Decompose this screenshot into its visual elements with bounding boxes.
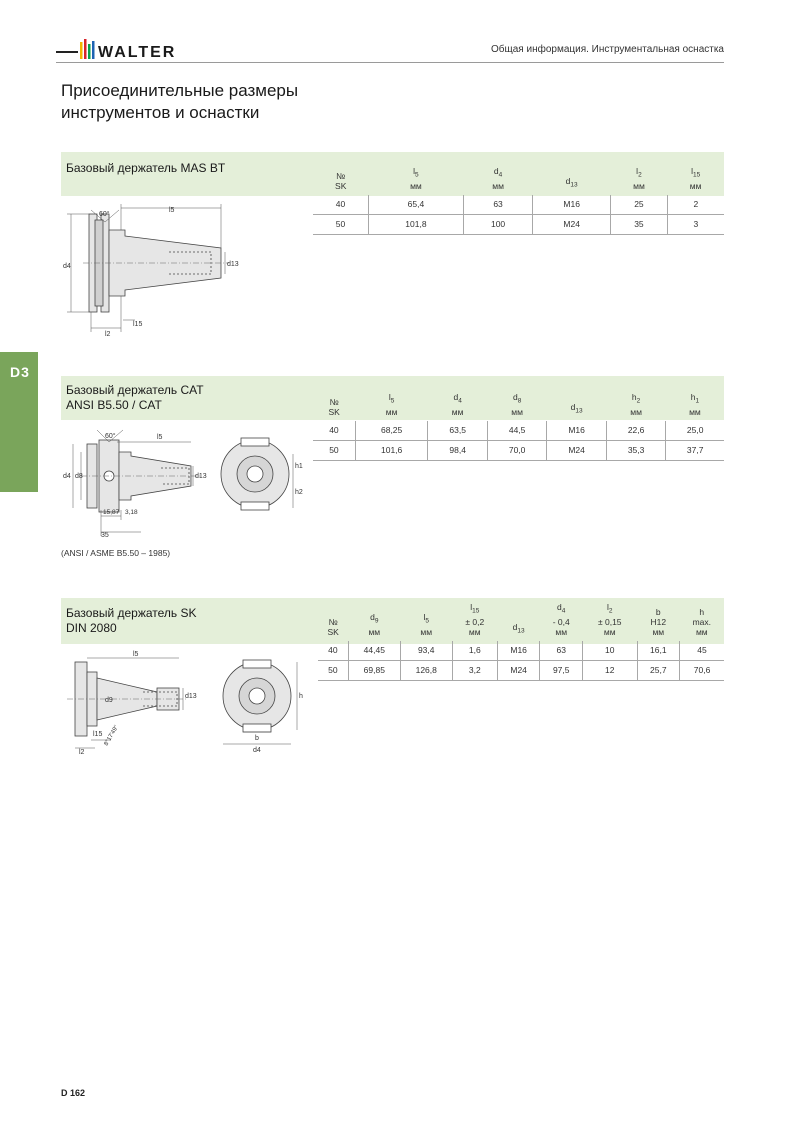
- table-row: [318, 641, 724, 661]
- col-header: $d_{13}$: [512, 622, 525, 635]
- cat-title-line2: ANSI B5.50 / CAT: [66, 398, 162, 412]
- table-cell: 12: [583, 660, 638, 680]
- table-cell: 70,6: [680, 660, 724, 680]
- sk-title: [66, 606, 197, 636]
- table-cell: 10: [583, 641, 638, 661]
- table-cell: 37,7: [666, 440, 724, 460]
- table-cell: 2: [667, 195, 724, 215]
- svg-text:l15: l15: [93, 731, 103, 738]
- svg-text:d4: d4: [63, 473, 71, 480]
- header-divider: [56, 62, 724, 63]
- svg-text:h: h: [299, 693, 303, 700]
- table-cell: 40: [313, 195, 368, 215]
- col-header: $d_9$ мм: [368, 612, 381, 637]
- sk-drawing: [61, 648, 321, 756]
- walter-logo: [56, 36, 206, 64]
- sk-title-line2: DIN 2080: [66, 621, 117, 635]
- table-cell: 98,4: [428, 440, 487, 460]
- svg-text:d8: d8: [75, 473, 83, 480]
- svg-text:h2: h2: [295, 489, 303, 496]
- chapter-tab: [0, 352, 38, 492]
- cat-table: [313, 392, 724, 461]
- col-header: $l_{15}$ мм: [689, 166, 702, 191]
- svg-text:35: 35: [101, 532, 109, 539]
- table-cell: M24: [547, 440, 606, 460]
- table-cell: 40: [318, 641, 348, 661]
- svg-text:d13: d13: [195, 473, 207, 480]
- table-cell: 97,5: [540, 660, 583, 680]
- col-header: № SK: [328, 396, 340, 417]
- table-cell: M24: [533, 214, 611, 234]
- table-header-row: [313, 392, 724, 421]
- table-cell: 100: [463, 214, 532, 234]
- svg-text:h1: h1: [295, 463, 303, 470]
- col-header: $l_5$ мм: [410, 166, 422, 191]
- col-header: $d_8$ мм: [511, 392, 523, 417]
- svg-text:d13: d13: [185, 693, 197, 700]
- col-header: $l_2$ ± 0,15 мм: [597, 602, 622, 637]
- table-cell: 25: [611, 195, 668, 215]
- mas-bt-table: [313, 166, 724, 235]
- table-cell: 45: [680, 641, 724, 661]
- table-row: [313, 214, 724, 234]
- table-cell: 1,6: [452, 641, 497, 661]
- table-cell: 63,5: [428, 421, 487, 441]
- table-cell: 63: [463, 195, 532, 215]
- col-header: $d_{13}$: [570, 402, 583, 415]
- col-header: $d_4$ мм: [492, 166, 504, 191]
- svg-text:8°17'49'': 8°17'49'': [103, 724, 120, 747]
- header-title: Общая информация. Инструментальная оснастка: [491, 44, 724, 55]
- col-header: h max. мм: [692, 606, 711, 637]
- col-header: $l_{15}$ ± 0,2 мм: [465, 602, 485, 637]
- table-cell: 70,0: [487, 440, 546, 460]
- table-cell: 25,7: [637, 660, 680, 680]
- sk-table: [318, 602, 724, 681]
- svg-text:60°: 60°: [99, 211, 110, 218]
- table-row: [313, 440, 724, 460]
- chapter-tab-label: D3: [10, 364, 30, 380]
- svg-text:3,18: 3,18: [125, 509, 138, 516]
- col-header: $l_5$ мм: [385, 392, 398, 417]
- table-cell: M24: [497, 660, 540, 680]
- table-cell: 93,4: [400, 641, 452, 661]
- mas-bt-drawing: [61, 200, 251, 340]
- svg-text:l2: l2: [79, 749, 85, 756]
- svg-text:WALTER: WALTER: [98, 44, 177, 61]
- svg-text:l5: l5: [169, 207, 175, 214]
- table-cell: 68,25: [355, 421, 428, 441]
- table-cell: 44,45: [348, 641, 400, 661]
- table-header-row: [313, 166, 724, 195]
- svg-text:d13: d13: [227, 261, 239, 268]
- cat-drawing: [61, 424, 311, 544]
- table-cell: M16: [533, 195, 611, 215]
- table-cell: 35: [611, 214, 668, 234]
- table-cell: 40: [313, 421, 355, 441]
- col-header: $d_4$ - 0,4 мм: [552, 602, 570, 637]
- table-cell: M16: [547, 421, 606, 441]
- table-cell: 69,85: [348, 660, 400, 680]
- svg-text:b: b: [255, 735, 259, 742]
- mas-bt-title-line1: Базовый держатель MAS BT: [66, 161, 226, 175]
- table-cell: 44,5: [487, 421, 546, 441]
- svg-text:60°: 60°: [105, 433, 116, 440]
- svg-text:d4: d4: [63, 263, 71, 270]
- svg-text:15,87: 15,87: [103, 509, 120, 516]
- table-cell: 126,8: [400, 660, 452, 680]
- col-header: $h_1$ мм: [689, 392, 701, 417]
- table-header-row: [318, 602, 724, 641]
- table-cell: 65,4: [368, 195, 463, 215]
- col-header: $l_5$ мм: [420, 612, 433, 637]
- col-header: $h_2$ мм: [630, 392, 642, 417]
- sk-title-line1: Базовый держатель SK: [66, 606, 197, 620]
- table-cell: 3: [667, 214, 724, 234]
- table-cell: 50: [313, 214, 368, 234]
- mas-bt-title: [66, 161, 225, 176]
- table-cell: 16,1: [637, 641, 680, 661]
- table-cell: 101,6: [355, 440, 428, 460]
- svg-text:d9: d9: [105, 697, 113, 704]
- table-cell: 22,6: [606, 421, 665, 441]
- cat-title-line1: Базовый держатель CAT: [66, 383, 204, 397]
- ansi-note: (ANSI / ASME B5.50 – 1985): [61, 548, 171, 558]
- svg-text:l2: l2: [105, 331, 111, 338]
- table-cell: 50: [318, 660, 348, 680]
- table-cell: 35,3: [606, 440, 665, 460]
- page-title: [61, 80, 298, 124]
- table-cell: 50: [313, 440, 355, 460]
- svg-text:l15: l15: [133, 321, 143, 328]
- table-cell: 25,0: [666, 421, 724, 441]
- table-row: [318, 660, 724, 680]
- col-header: № SK: [335, 170, 347, 191]
- table-row: [313, 195, 724, 215]
- col-header: $d_4$ мм: [451, 392, 464, 417]
- table-cell: M16: [497, 641, 540, 661]
- svg-text:l5: l5: [133, 651, 139, 658]
- table-row: [313, 421, 724, 441]
- page-title-line2: инструментов и оснастки: [61, 103, 260, 122]
- col-header: № SK: [327, 616, 339, 637]
- table-cell: 101,8: [368, 214, 463, 234]
- cat-title: [66, 383, 204, 413]
- page-title-line1: Присоединительные размеры: [61, 81, 299, 100]
- page-number: D 162: [61, 1088, 86, 1098]
- col-header: b H12 мм: [650, 606, 667, 637]
- col-header: $l_2$ мм: [633, 166, 645, 191]
- svg-text:d4: d4: [253, 747, 261, 754]
- table-cell: 3,2: [452, 660, 497, 680]
- col-header: $d_{13}$: [565, 176, 578, 189]
- table-cell: 63: [540, 641, 583, 661]
- svg-text:l5: l5: [157, 434, 163, 441]
